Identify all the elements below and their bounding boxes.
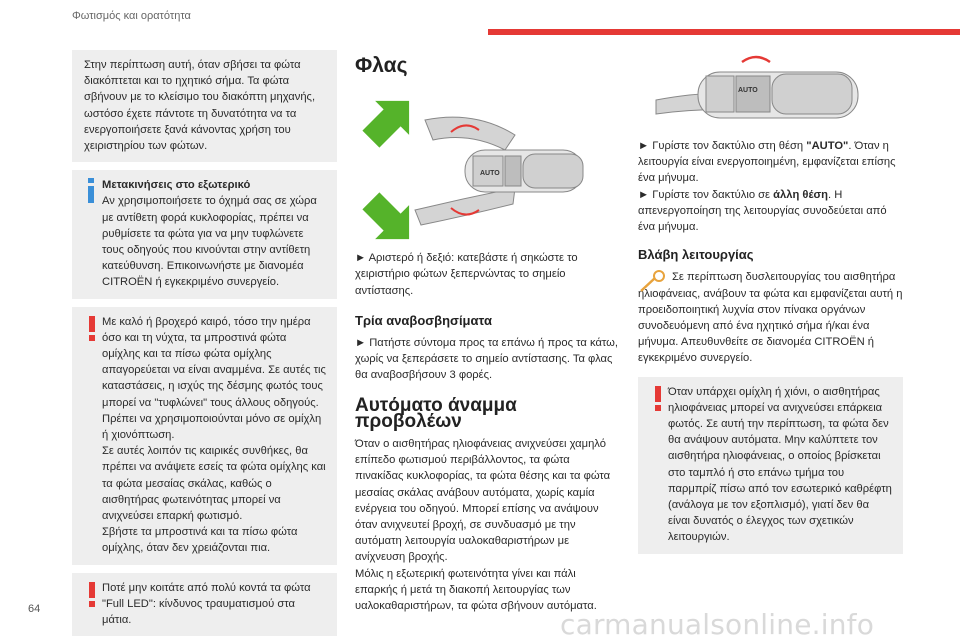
fault-block (638, 269, 903, 366)
info-title: Μετακινήσεις στο εξωτερικό (102, 179, 251, 192)
auto-ring-diagram (638, 50, 903, 130)
note-text: Στην περίπτωση αυτή, όταν σβήσει τα φώτα διακόπτεται και το ηχητικό σήμα. Τα φώτα σβήνουν με το κλείσιμο του διακόπτη μηχανής, ωστόσο έχετε πάντοτε τη δυνατότητα να τα ενεργοποιήσετε ξανά κάνοντας χρήση του χειριστηρίου των φώτων. (84, 59, 316, 153)
arrow-up-icon (355, 84, 426, 156)
sensor-warning-text: Όταν υπάρχει ομίχλη ή χιόνι, ο αισθητήρας ηλιοφάνειας μπορεί να ανιχνεύσει επάρκεια φωτός. Σε αυτή την περίπτωση, τα φώτα δεν θα ανάψουν αυτόματα. Μην καλύπτετε τον αισθητήρα ηλιοφάνειας, ο οποίος βρίσκεται στο ταμπλό ή στο επάνω τμήμα του παρμπρίζ πίσω από τον εσωτερικό καθρέφτη (ανάλογα με τον εξοπλισμό), γιατί δεν θα είναι δυνατός ο έλεγχος των σχετικών λειτουργιών. (668, 385, 892, 544)
heading-fault: Βλάβη λειτουργίας (638, 247, 754, 263)
title-indicators: Φλας (355, 54, 408, 77)
stalk-diagram (355, 80, 620, 240)
warning-box-fog (72, 307, 337, 565)
column-right (638, 50, 903, 554)
fault-text: Σε περίπτωση δυσλειτουργίας του αισθητήρα ηλιοφάνειας, ανάβουν τα φώτα και εμφανίζεται αυτή η προειδοποιητική λυχνία στον πίνακα οργάνων συνοδευόμενη από ένα ηχητικό σήμα ή/και ένα μήνυμα. Απευθυνθείτε σε διανομέα CITROËN ή εγκεκριμένο συνεργείο. (638, 271, 903, 365)
svg-text:AUTO: AUTO (480, 170, 500, 178)
heading-three-flashes: Τρία αναβοσβησίματα (355, 312, 492, 328)
page-number: 64 (28, 603, 41, 615)
three-flashes-text: ► Πατήστε σύντομα προς τα επάνω ή προς τα κάτω, χωρίς να ξεπεράσετε το σημείο αντίστασης. Τα φλας θα αναβοσβήσουν 3 φορές. (355, 337, 619, 382)
warning-text-1: Με καλό ή βροχερό καιρό, τόσο την ημέρα όσο και τη νύχτα, τα μπροστινά φώτα ομίχλης και τα πίσω φώτα ομίχλης απαγορεύεται να είναι αναμμένα. Σε αυτές τις καταστάσεις, η ισχύς της δέσμης φωτός τους μπορεί να "τυφλώνει" τους άλλους οδηγούς. Πρέπει να χρησιμοποιούνται μόνο σε ομίχλη ή χιονόπτωση. (102, 315, 326, 442)
indicator-instruction: ► Αριστερό ή δεξιό: κατεβάστε ή σηκώστε το χειριστήριο φώτων ξεπερνώντας το σημείο αντίστασης. (355, 252, 578, 297)
info-text: Αν χρησιμοποιήσετε το όχημά σας σε χώρα με αντίθετη φορά κυκλοφορίας, πρέπει να ρυθμίσετε τα φώτα για να μην τυφλώνετε τους οδηγούς που κινούνται στην αντίθετη κατεύθυνση. Επικοινωνήστε με διανομέα CITROËN ή εγκεκριμένο συνεργείο. (102, 195, 317, 289)
info-box-abroad (72, 170, 337, 298)
auto-text-2: Μόλις η εξωτερική φωτεινότητα γίνει και πάλι επαρκής ή μετά τη διακοπή λειτουργίας των υαλοκαθαριστήρων, τα φώτα σβήνουν αυτόματα. (355, 567, 597, 613)
section-header: Φωτισμός και ορατότητα (72, 10, 191, 22)
note-box (72, 50, 337, 162)
auto-text-1: Όταν ο αισθητήρας ηλιοφάνειας ανιχνεύσει χαμηλό επίπεδο φωτισμού περιβάλλοντος, τα φώτα πινακίδας κυκλοφορίας, τα φώτα θέσης και τα φώτα μεσαίας σκάλας ανάβουν αυτόματα, χωρίς καμία ενέργεια του οδηγού. Μπορεί επίσης να ανάψουν όταν ανιχνευτεί βροχή, σε συνδυασμό με την αυτόματη λειτουργία υαλοκαθαριστήρων με ανίχνευση βροχής. (355, 438, 611, 564)
column-middle (355, 54, 620, 614)
auto-off-bullet: ► Γυρίστε τον δακτύλιο σε άλλη θέση. Η απενεργοποίηση της λειτουργίας συνοδεύεται από ένα μήνυμα. (638, 188, 887, 234)
warning-box-led (72, 573, 337, 637)
warning-text-led: Ποτέ μην κοιτάτε από πολύ κοντά τα φώτα "Full LED": κίνδυνος τραυματισμού στα μάτια. (102, 581, 311, 627)
warning-icon (82, 579, 102, 609)
warning-box-sensor (638, 377, 903, 554)
svg-text:AUTO: AUTO (738, 87, 758, 94)
header-accent-bar (488, 29, 960, 35)
watermark: carmanualsonline.info (560, 608, 875, 641)
warning-text-2: Σε αυτές λοιπόν τις καιρικές συνθήκες, θα πρέπει να ανάψετε εσείς τα φώτα ομίχλης και τα φώτα μεσαίας σκάλας, καθώς ο αισθητήρας φωτεινότητας μπορεί να ανιχνεύσει επαρκή φωτισμό. (102, 445, 326, 523)
stalk-illustration (415, 117, 583, 225)
warning-text-3: Σβήστε τα μπροστινά και τα πίσω φώτα ομίχλης, όταν δεν χρειάζονται πια. (102, 526, 298, 555)
heading-auto-headlamps: Αυτόματο άναμμα προβολέων (355, 394, 517, 432)
warning-icon (648, 383, 668, 413)
column-left (72, 50, 337, 636)
warning-icon (82, 313, 102, 343)
info-icon (82, 176, 102, 206)
wrench-icon (638, 269, 668, 295)
auto-on-bullet: ► Γυρίστε τον δακτύλιο στη θέση "AUTO". Όταν η λειτουργία είναι ενεργοποιημένη, εμφανίζεται επίσης ένα μήνυμα. (638, 140, 896, 185)
